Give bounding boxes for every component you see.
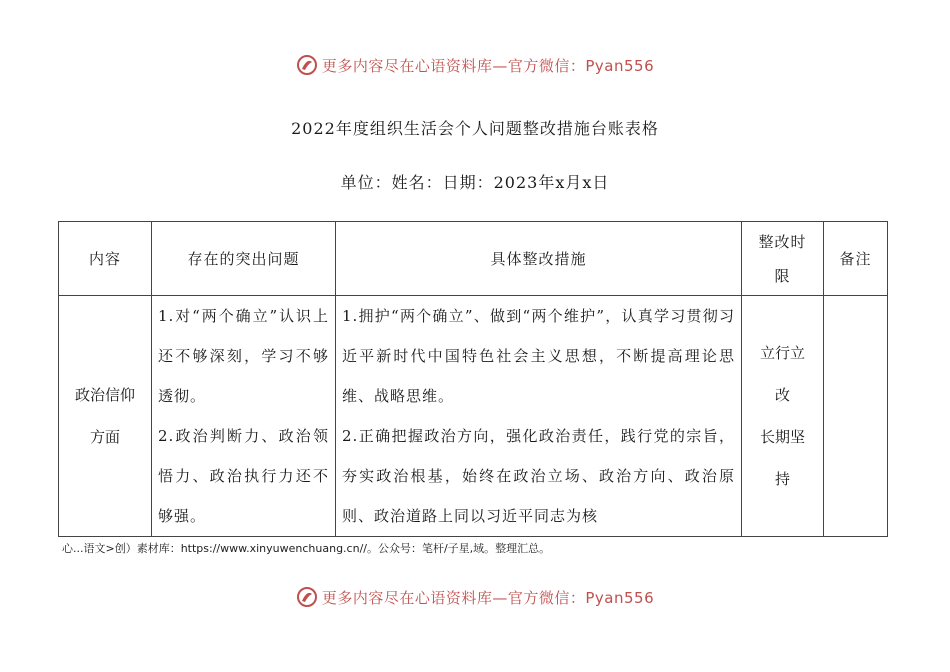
header-content: 内容 <box>59 222 152 296</box>
document-meta: 单位：姓名：日期：2023年x月x日 <box>340 173 610 192</box>
content-line1: 政治信仰 <box>74 386 135 404</box>
seal-logo-icon <box>296 54 318 76</box>
seal-logo-icon <box>296 586 318 608</box>
header-measures: 具体整改措施 <box>336 222 742 296</box>
period-line: 长期坚 <box>759 428 805 446</box>
watermark-top <box>0 54 950 76</box>
period-line: 改 <box>774 386 790 404</box>
problem-item: 2.政治判断力、政治领悟力、政治执行力还不够强。 <box>158 427 329 525</box>
cell-content <box>59 296 152 537</box>
header-period-line2: 限 <box>774 266 791 285</box>
period-line: 立行立 <box>759 344 805 362</box>
header-period <box>742 222 824 296</box>
measure-item: 1.拥护“两个确立”、做到“两个维护”，认真学习贯彻习近平新时代中国特色社会主义思想，不断提高理论思维、战略思维。 <box>342 307 735 405</box>
table-row <box>59 296 888 537</box>
table-header-row <box>59 222 888 296</box>
cell-period <box>742 296 824 537</box>
source-footnote: 心...语文>创）素材库：https://www.xinyuwenchuang.cn//。公众号：笔杆/子星,域。整理汇总。 <box>62 542 551 555</box>
rectification-ledger-table <box>58 221 888 537</box>
content-line2: 方面 <box>89 428 120 446</box>
period-line: 持 <box>774 470 790 488</box>
problem-item: 1.对“两个确立”认识上还不够深刻，学习不够透彻。 <box>158 307 329 405</box>
document-title: 2022年度组织生活会个人问题整改措施台账表格 <box>291 119 659 138</box>
cell-measures <box>336 296 742 537</box>
watermark-bottom <box>0 586 950 608</box>
watermark-text: 更多内容尽在心语资料库—官方微信：Pyan556 <box>321 588 655 607</box>
watermark-text: 更多内容尽在心语资料库—官方微信：Pyan556 <box>321 56 655 75</box>
measure-item: 2.正确把握政治方向，强化政治责任，践行党的宗旨，夯实政治根基，始终在政治立场、政治方向、政治原则、政治道路上同以习近平同志为核 <box>342 427 735 525</box>
cell-remarks <box>824 296 888 537</box>
header-remarks: 备注 <box>824 222 888 296</box>
cell-problems <box>152 296 336 537</box>
header-problems: 存在的突出问题 <box>152 222 336 296</box>
header-period-line1: 整改时 <box>758 232 807 251</box>
